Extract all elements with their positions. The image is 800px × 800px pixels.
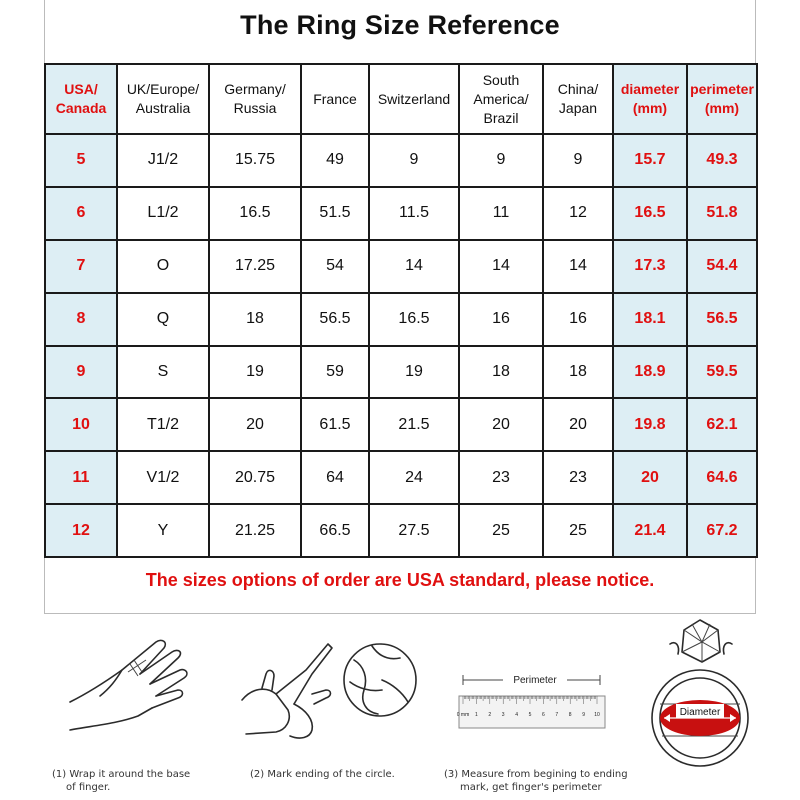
table-cell: 18 xyxy=(209,293,301,346)
tape-number: 0 mm xyxy=(456,712,470,718)
table-cell: 12 xyxy=(45,504,117,557)
table-body xyxy=(45,134,757,557)
table-cell: 20 xyxy=(459,398,543,451)
table-cell: 24 xyxy=(369,451,459,504)
table-cell: 14 xyxy=(369,240,459,293)
table-cell: 49 xyxy=(301,134,369,187)
table-cell: V1/2 xyxy=(117,451,209,504)
table-row xyxy=(45,134,757,187)
table-row xyxy=(45,451,757,504)
tape-number: 8 xyxy=(568,712,572,718)
table-cell: 18 xyxy=(543,346,613,399)
table-cell: T1/2 xyxy=(117,398,209,451)
table-cell: 16.5 xyxy=(369,293,459,346)
table-cell: L1/2 xyxy=(117,187,209,240)
caption-step-3-line-2: mark, get finger's perimeter xyxy=(460,782,602,793)
table-cell: 16 xyxy=(543,293,613,346)
tape-number: 2 xyxy=(488,712,492,718)
table-cell: 16.5 xyxy=(613,187,687,240)
tape-number: 10 xyxy=(594,712,600,718)
table-cell: 62.1 xyxy=(687,398,757,451)
table-cell: 9 xyxy=(543,134,613,187)
caption-step-1-line-1: (1) Wrap it around the base xyxy=(52,769,191,780)
table-cell: 6 xyxy=(45,187,117,240)
table-cell: J1/2 xyxy=(117,134,209,187)
header-germany-russia: Germany/ Russia xyxy=(209,64,301,134)
tape-number: 4 xyxy=(515,712,518,718)
table-row xyxy=(45,346,757,399)
table-cell: 59 xyxy=(301,346,369,399)
header-switzerland: Switzerland xyxy=(369,64,459,134)
header-uk-europe-australia: UK/Europe/ Australia xyxy=(117,64,209,134)
table-cell: 14 xyxy=(459,240,543,293)
table-cell: 51.8 xyxy=(687,187,757,240)
table-cell: 23 xyxy=(459,451,543,504)
table-cell: S xyxy=(117,346,209,399)
ring-icon xyxy=(640,618,760,768)
table-cell: 11.5 xyxy=(369,187,459,240)
table-cell: 56.5 xyxy=(301,293,369,346)
table-cell: O xyxy=(117,240,209,293)
table-cell: 9 xyxy=(45,346,117,399)
table-cell: 19 xyxy=(369,346,459,399)
table-cell: 59.5 xyxy=(687,346,757,399)
table-cell: 64.6 xyxy=(687,451,757,504)
table-cell: Y xyxy=(117,504,209,557)
table-cell: 11 xyxy=(459,187,543,240)
table-cell: 17.3 xyxy=(613,240,687,293)
table-cell: 21.4 xyxy=(613,504,687,557)
table-cell: 51.5 xyxy=(301,187,369,240)
table-cell: Q xyxy=(117,293,209,346)
table-cell: 20.75 xyxy=(209,451,301,504)
table-cell: 61.5 xyxy=(301,398,369,451)
usa-standard-notice: The sizes options of order are USA standard, please notice. xyxy=(145,570,655,590)
caption-step-3 xyxy=(444,768,628,794)
table-cell: 16 xyxy=(459,293,543,346)
tape-number: 3 xyxy=(501,712,505,718)
tape-number: 6 xyxy=(542,712,545,718)
ring-diameter-label: Diameter xyxy=(679,707,721,718)
table-cell: 27.5 xyxy=(369,504,459,557)
page-title: The Ring Size Reference xyxy=(240,10,560,40)
caption-step-2 xyxy=(250,768,395,781)
table-cell: 49.3 xyxy=(687,134,757,187)
table-cell: 5 xyxy=(45,134,117,187)
table-cell: 12 xyxy=(543,187,613,240)
header-usa-canada: USA/ Canada xyxy=(45,64,117,134)
table-row xyxy=(45,398,757,451)
table-row xyxy=(45,504,757,557)
table-cell: 15.75 xyxy=(209,134,301,187)
ruler-tape-icon xyxy=(455,630,605,750)
table-row xyxy=(45,187,757,240)
table-cell: 17.25 xyxy=(209,240,301,293)
tape-number: 9 xyxy=(582,712,585,718)
table-cell: 56.5 xyxy=(687,293,757,346)
table-cell: 25 xyxy=(543,504,613,557)
tape-perimeter-label: Perimeter xyxy=(513,675,557,686)
table-cell: 19 xyxy=(209,346,301,399)
tape-number: 1 xyxy=(475,712,478,718)
table-cell: 10 xyxy=(45,398,117,451)
table-cell: 21.5 xyxy=(369,398,459,451)
table-cell: 14 xyxy=(543,240,613,293)
header-row xyxy=(45,64,757,134)
table-cell: 18.1 xyxy=(613,293,687,346)
tape-number: 7 xyxy=(555,712,559,718)
table-cell: 15.7 xyxy=(613,134,687,187)
table-cell: 21.25 xyxy=(209,504,301,557)
table-cell: 18 xyxy=(459,346,543,399)
table-cell: 7 xyxy=(45,240,117,293)
header-south-america-brazil: South America/ Brazil xyxy=(459,64,543,134)
ring-size-table xyxy=(44,63,758,558)
table-cell: 20 xyxy=(543,398,613,451)
header-perimeter: perimeter (mm) xyxy=(687,64,757,134)
table-cell: 19.8 xyxy=(613,398,687,451)
tape-number: 5 xyxy=(528,712,532,718)
table-cell: 11 xyxy=(45,451,117,504)
caption-step-1 xyxy=(52,768,190,794)
table-cell: 20 xyxy=(209,398,301,451)
table-row xyxy=(45,240,757,293)
table-cell: 54 xyxy=(301,240,369,293)
table-cell: 67.2 xyxy=(687,504,757,557)
table-cell: 20 xyxy=(613,451,687,504)
table-cell: 66.5 xyxy=(301,504,369,557)
header-france: France xyxy=(301,64,369,134)
table-row xyxy=(45,293,757,346)
table-cell: 25 xyxy=(459,504,543,557)
caption-step-1-line-2: of finger. xyxy=(66,782,111,793)
header-diameter: diameter (mm) xyxy=(613,64,687,134)
table-cell: 9 xyxy=(459,134,543,187)
table-cell: 16.5 xyxy=(209,187,301,240)
caption-step-2-line-1: (2) Mark ending of the circle. xyxy=(250,769,395,780)
table-cell: 8 xyxy=(45,293,117,346)
header-china-japan: China/ Japan xyxy=(543,64,613,134)
table-cell: 9 xyxy=(369,134,459,187)
table-cell: 23 xyxy=(543,451,613,504)
table-cell: 54.4 xyxy=(687,240,757,293)
table-cell: 64 xyxy=(301,451,369,504)
hand-wrap-icon xyxy=(60,630,210,750)
caption-step-3-line-1: (3) Measure from begining to ending xyxy=(444,769,628,780)
hand-mark-icon xyxy=(232,630,422,750)
table-cell: 18.9 xyxy=(613,346,687,399)
